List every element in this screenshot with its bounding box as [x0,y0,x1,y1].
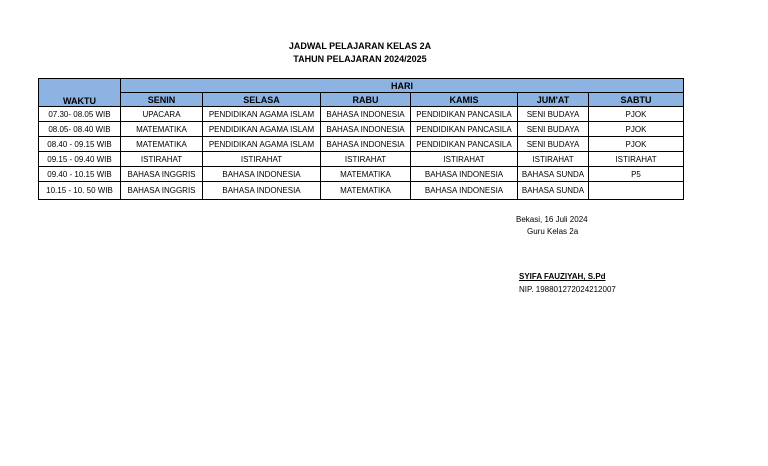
subject-cell: BAHASA INDONESIA [321,137,411,152]
time-cell: 09.40 - 10.15 WIB [39,167,121,182]
subject-cell: UPACARA [121,107,203,122]
header-day: SELASA [203,93,321,107]
subject-cell: BAHASA SUNDA [518,167,589,182]
subject-cell: PENDIDIKAN AGAMA ISLAM [203,137,321,152]
subject-cell: PENDIDIKAN AGAMA ISLAM [203,122,321,137]
title-line-1: JADWAL PELAJARAN KELAS 2A [288,41,432,51]
table-row [39,152,684,167]
subject-cell: ISTIRAHAT [203,152,321,167]
header-day: JUM'AT [518,93,589,107]
subject-cell: MATEMATIKA [321,182,411,200]
subject-cell: SENI BUDAYA [518,122,589,137]
subject-cell: BAHASA INDONESIA [203,167,321,182]
time-cell: 08.40 - 09.15 WIB [39,137,121,152]
signature-place-date: Bekasi, 16 Juli 2024 [516,215,588,224]
subject-cell: BAHASA INGGRIS [121,167,203,182]
table-row [39,182,684,200]
subject-cell: ISTIRAHAT [518,152,589,167]
document-title [160,40,560,66]
subject-cell: MATEMATIKA [121,122,203,137]
subject-cell: BAHASA INDONESIA [321,107,411,122]
header-day: SENIN [121,93,203,107]
subject-cell [589,182,684,200]
table-row [39,122,684,137]
header-hari: HARI [121,79,684,93]
subject-cell: BAHASA INDONESIA [411,182,518,200]
subject-cell: PENDIDIKAN PANCASILA [411,122,518,137]
header-waktu: WAKTU [39,79,121,107]
table-row [39,137,684,152]
header-day: KAMIS [411,93,518,107]
subject-cell: PENDIDIKAN PANCASILA [411,137,518,152]
header-day: RABU [321,93,411,107]
time-cell: 10.15 - 10. 50 WIB [39,182,121,200]
signer-nip: NIP. 198801272024212007 [519,285,616,294]
subject-cell: PJOK [589,137,684,152]
table-row [39,107,684,122]
subject-cell: BAHASA INGGRIS [121,182,203,200]
header-day: SABTU [589,93,684,107]
subject-cell: ISTIRAHAT [411,152,518,167]
time-cell: 07.30- 08.05 WIB [39,107,121,122]
title-line-2: TAHUN PELAJARAN 2024/2025 [293,54,427,64]
subject-cell: MATEMATIKA [121,137,203,152]
subject-cell: PJOK [589,107,684,122]
subject-cell: BAHASA INDONESIA [411,167,518,182]
subject-cell: SENI BUDAYA [518,107,589,122]
subject-cell: P5 [589,167,684,182]
subject-cell: ISTIRAHAT [121,152,203,167]
subject-cell: BAHASA SUNDA [518,182,589,200]
subject-cell: PENDIDIKAN AGAMA ISLAM [203,107,321,122]
signature-role: Guru Kelas 2a [527,227,579,236]
schedule-table [38,78,684,200]
time-cell: 08.05- 08.40 WIB [39,122,121,137]
subject-cell: PENDIDIKAN PANCASILA [411,107,518,122]
subject-cell: ISTIRAHAT [321,152,411,167]
subject-cell: MATEMATIKA [321,167,411,182]
subject-cell: BAHASA INDONESIA [203,182,321,200]
subject-cell: SENI BUDAYA [518,137,589,152]
subject-cell: PJOK [589,122,684,137]
subject-cell: ISTIRAHAT [589,152,684,167]
signer-name: SYIFA FAUZIYAH, S.Pd [519,272,606,281]
table-row [39,167,684,182]
subject-cell: BAHASA INDONESIA [321,122,411,137]
time-cell: 09.15 - 09.40 WIB [39,152,121,167]
